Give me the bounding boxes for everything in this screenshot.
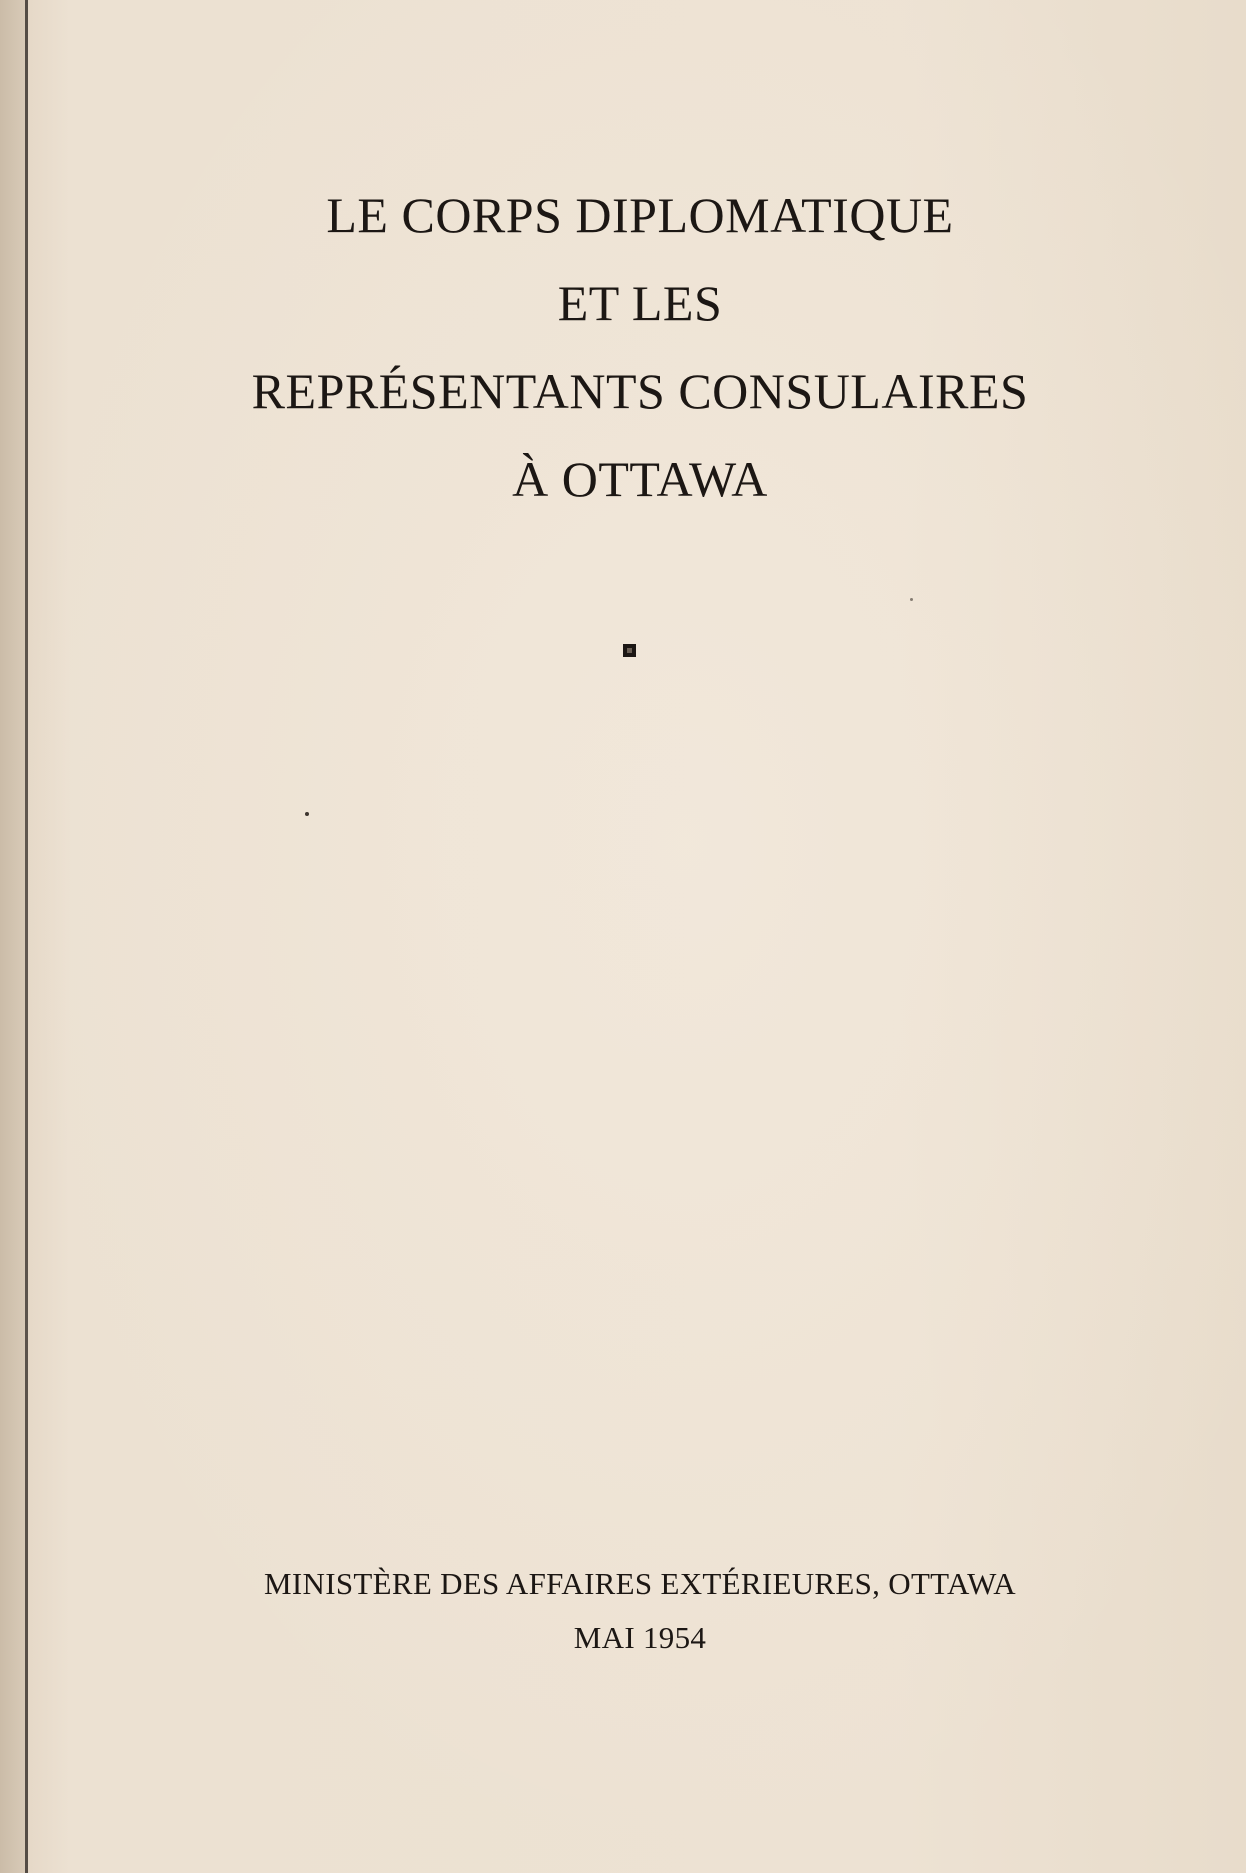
title-line-2: ET LES bbox=[557, 275, 723, 331]
title-line-4: À OTTAWA bbox=[512, 451, 768, 507]
binding-shadow bbox=[0, 0, 25, 1873]
publication-date: MAI 1954 bbox=[573, 1620, 707, 1655]
square-ornament-icon bbox=[623, 644, 636, 657]
title-block bbox=[140, 187, 1140, 507]
ink-speck bbox=[910, 598, 913, 601]
page-edge-line bbox=[25, 0, 28, 1873]
title-line-1: LE CORPS DIPLOMATIQUE bbox=[326, 187, 954, 243]
publisher-line: MINISTÈRE DES AFFAIRES EXTÉRIEURES, OTTAWA bbox=[264, 1566, 1016, 1601]
footer-block bbox=[140, 1568, 1140, 1654]
ink-speck bbox=[305, 812, 309, 816]
title-line-3: REPRÉSENTANTS CONSULAIRES bbox=[251, 363, 1029, 419]
